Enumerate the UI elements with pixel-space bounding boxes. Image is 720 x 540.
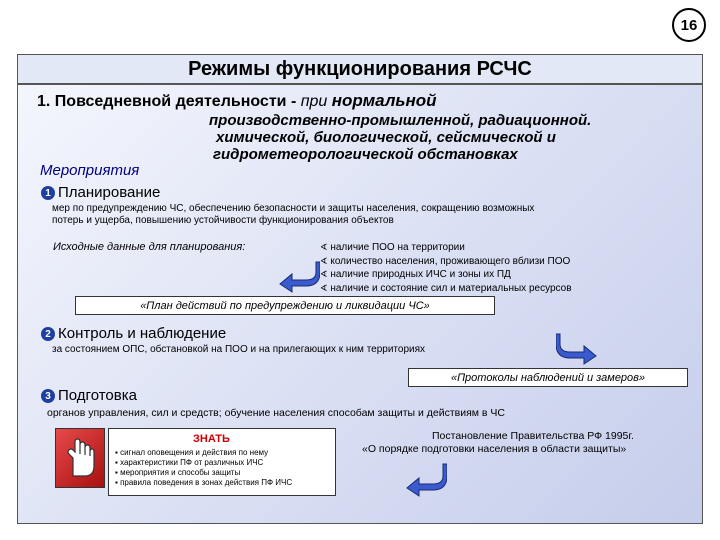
mode-line-4: гидрометеорологической обстановках — [213, 146, 518, 163]
list-item: ▪ мероприятия и способы защиты — [115, 468, 241, 477]
know-title: ЗНАТЬ — [193, 433, 230, 445]
mode-heading — [37, 91, 437, 111]
list-item: ▪ сигнал оповещения и действия по нему — [115, 448, 269, 457]
list-item: ∢ количество населения, проживающего вблизи ПОО — [320, 255, 571, 267]
control-title: Контроль и наблюдение — [58, 325, 227, 342]
list-item: ∢ наличие ПОО на территории — [320, 242, 465, 253]
mode-heading-pri: при — [296, 93, 332, 110]
curved-arrow-icon — [556, 330, 600, 366]
list-item: ▪ характеристики ПФ от различных ИЧС — [115, 458, 264, 467]
mode-heading-bold: 1. Повседневной деятельности - — [37, 93, 297, 110]
know-box — [108, 428, 336, 496]
hand-stop-icon-box — [55, 428, 105, 488]
planning-title: Планирование — [58, 184, 161, 201]
page-number: 16 — [672, 8, 706, 42]
mode-heading-normal: нормальной — [331, 91, 437, 110]
training-desc: органов управления, сил и средств; обучение населения способам защиты и действиям в ЧС — [47, 407, 505, 419]
events-label: Мероприятия — [40, 162, 140, 179]
training-heading — [41, 387, 137, 404]
know-list — [115, 448, 292, 488]
planning-source-label: Исходные данные для планирования: — [53, 241, 246, 253]
page-title: Режимы функционирования РСЧС — [17, 54, 703, 84]
decree-line-2: «О порядке подготовки населения в области защиты» — [362, 443, 627, 455]
curved-arrow-icon — [276, 258, 320, 294]
bullet-2-icon: 2 — [41, 327, 55, 341]
list-item: ∢ наличие природных ИЧС и зоны их ПД — [320, 269, 511, 280]
protocols-box: «Протоколы наблюдений и замеров» — [408, 368, 688, 387]
planning-sources-list — [320, 241, 572, 295]
bullet-1-icon: 1 — [41, 186, 55, 200]
decree-line-1: Постановление Правительства РФ 1995г. — [432, 430, 634, 442]
list-item: ∢ наличие и состояние сил и материальных ресурсов — [320, 282, 572, 294]
planning-desc-2: потерь и ущерба, повышению устойчивости функционирования объектов — [52, 215, 394, 226]
mode-line-2: производственно-промышленной, радиационной. — [209, 112, 592, 129]
planning-heading — [41, 184, 160, 201]
list-item: ▪ правила поведения в зонах действия ПФ ИЧС — [115, 478, 293, 487]
planning-desc-1: мер по предупреждению ЧС, обеспечению безопасности и защиты населения, сокращению возможных — [52, 203, 535, 214]
hand-stop-icon — [63, 436, 97, 480]
mode-line-3: химической, биологической, сейсмической и — [216, 129, 556, 146]
curved-arrow-icon — [403, 462, 447, 498]
training-title: Подготовка — [58, 387, 137, 404]
control-desc: за состоянием ОПС, обстановкой на ПОО и на прилегающих к ним территориях — [52, 344, 426, 355]
control-heading — [41, 325, 226, 342]
bullet-3-icon: 3 — [41, 389, 55, 403]
plan-action-box: «План действий по предупреждению и ликвидации ЧС» — [75, 296, 495, 315]
